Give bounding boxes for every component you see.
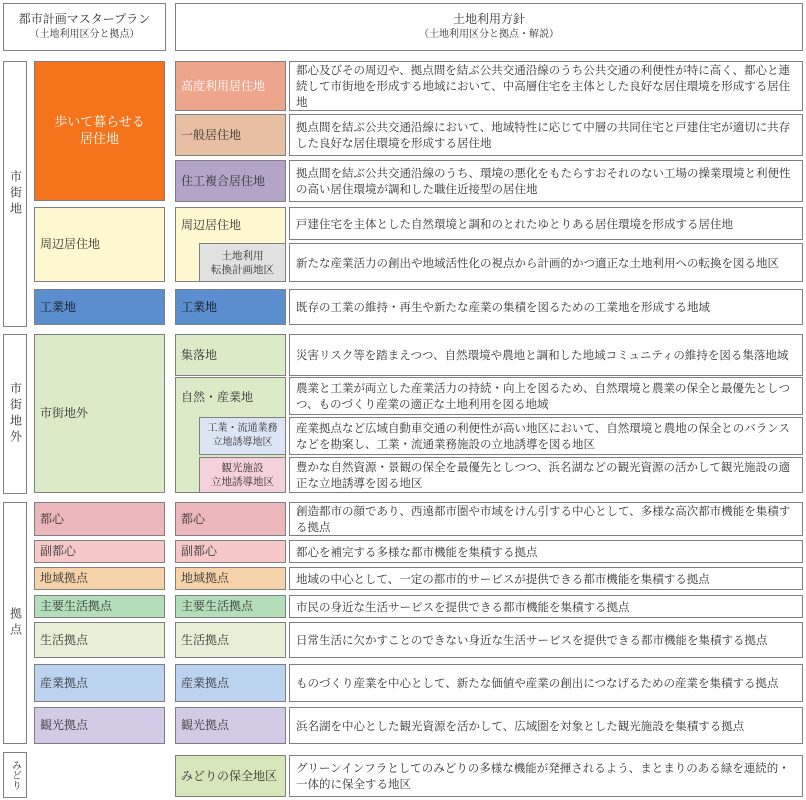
kyoten-sangyo-text: 産業拠点: [40, 675, 89, 690]
category-shuhen: [34, 207, 165, 282]
kyoten-fukutoshin-text: 副都心: [40, 544, 77, 558]
label-chiiki: [175, 567, 286, 590]
label-ippan: [175, 114, 286, 156]
category-kogyo: [34, 289, 165, 325]
label-kanko-text: 観光拠点: [181, 718, 230, 732]
desc-kanko-shisetsu: [289, 457, 803, 493]
desc-jukou-text: 拠点間を結ぶ公共交通沿線のうち、環境の悪化をもたらすおそれのない工場の操業環境と利便性の高い居住環境が調和した職住近接型の居住地: [296, 166, 791, 196]
category-kogyo-label: 工業地: [40, 299, 77, 314]
desc-fukutoshin-text: 都心を補完する多様な都市機能を集積する拠点: [296, 544, 538, 559]
label-koudo-text: 高度利用居住地: [181, 78, 266, 93]
desc-chiiki: [289, 567, 803, 590]
group-midori-label: みどり: [9, 760, 21, 790]
desc-kanko: [289, 707, 803, 744]
category-shuhen-label: 周辺居住地: [40, 237, 101, 251]
label-seikatsu-text: 生活拠点: [181, 632, 230, 647]
label-tenkan-text: 土地利用 転換計画地区: [211, 249, 274, 276]
category-gai-label: 市街地外: [40, 406, 89, 420]
kyoten-shuyo-seikatsu-text: 主要生活拠点: [40, 599, 113, 613]
kyoten-toshin: [34, 502, 165, 536]
left-header: [3, 3, 166, 51]
desc-chiiki-text: 地域の中心として、一定の都市的サービスが提供できる都市機能を集積する拠点: [296, 571, 710, 586]
group-shigaichigai-label: 市街地外: [8, 382, 23, 446]
label-kanko-shisetsu: [199, 457, 286, 493]
label-shuyo-seikatsu-text: 主要生活拠点: [181, 599, 254, 613]
left-header-subtitle: （土地利用区分と拠点）: [29, 29, 140, 40]
kyoten-kanko-text: 観光拠点: [40, 718, 89, 732]
label-shuraku: [175, 334, 286, 376]
label-kogyo: [175, 289, 286, 325]
desc-ryutsu: [289, 417, 803, 455]
label-fukutoshin-text: 副都心: [181, 544, 218, 558]
kyoten-seikatsu: [34, 622, 165, 658]
left-header-title: 都市計画マスタープラン: [18, 12, 151, 26]
label-ryutsu: [199, 417, 286, 455]
desc-sangyo-text: ものづくり産業を中心として、新たな価値や産業の創出につなげるための産業を集積する拠点: [296, 676, 779, 690]
label-ippan-text: 一般居住地: [181, 127, 242, 142]
desc-ryutsu-text: 産業拠点など広域自動車交通の利便性が高い地区において、自然環境と農地の保全とのバランスなどを勘案し、工業・流通業務施設の立地誘導を図る地区: [296, 421, 790, 451]
kyoten-shuyo-seikatsu: [34, 595, 165, 618]
desc-shizen: [289, 377, 803, 415]
desc-jukou: [289, 160, 803, 202]
desc-shizen-text: 農業と工業が両立した産業活力の持続・向上を図るため、自然環境と農業の保全と最優先としつつ、ものづくり産業の適正な土地利用を図る地域: [296, 381, 791, 411]
kyoten-toshin-text: 都心: [40, 511, 65, 526]
label-ryutsu-text: 工業・流通業務 立地誘導地区: [207, 423, 278, 448]
group-midori: [3, 752, 27, 798]
desc-shuraku: [289, 334, 803, 376]
category-gai: [34, 334, 165, 493]
label-shizen: [176, 378, 285, 416]
label-midori: [175, 755, 286, 797]
desc-seikatsu: [289, 622, 803, 658]
label-sangyo-text: 産業拠点: [181, 675, 230, 690]
group-shigaichi-label: 市街地: [8, 170, 23, 218]
label-kanko-shisetsu-text: 観光施設 立地誘導地区: [211, 462, 274, 488]
desc-ippan: [289, 114, 803, 156]
right-header: [175, 3, 803, 51]
label-toshin-text: 都心: [181, 511, 206, 526]
desc-midori-text: グリーンインフラとしてのみどりの多様な機能が発揮されるよう、まとまりのある緑を連続的・一体的に保全する地区: [296, 761, 790, 791]
right-header-title: 土地利用方針: [452, 12, 525, 26]
label-tenkan: [199, 243, 286, 282]
group-shigaichi: [3, 61, 27, 327]
kyoten-chiiki-text: 地域拠点: [40, 571, 89, 585]
desc-midori: [289, 755, 803, 797]
group-kyoten: [3, 502, 27, 744]
label-koudo: [175, 61, 286, 111]
label-kanko: [175, 707, 286, 744]
group-kyoten-label: 拠点: [8, 607, 23, 639]
label-midori-text: みどりの保全地区: [181, 768, 278, 783]
desc-kogyo: [289, 289, 803, 325]
label-sangyo: [175, 664, 286, 702]
desc-sangyo: [289, 664, 803, 702]
desc-shuhen-text: 戸建住宅を主体とした自然環境と調和のとれたゆとりある居住環境を形成する居住地: [296, 216, 733, 231]
desc-koudo: [289, 61, 803, 111]
desc-fukutoshin: [289, 540, 803, 563]
kyoten-sangyo: [34, 664, 165, 702]
label-toshin: [175, 502, 286, 536]
desc-tenkan: [289, 243, 803, 282]
desc-shuyo-seikatsu-text: 市民の身近な生活サービスを提供できる都市機能を集積する拠点: [296, 599, 630, 614]
label-jukou: [175, 160, 286, 202]
right-header-subtitle: （土地利用区分と拠点・解説）: [419, 29, 559, 40]
category-walkable-label: 歩いて暮らせる 居住地: [54, 115, 145, 147]
group-shigaichigai: [3, 334, 27, 494]
desc-kanko-shisetsu-text: 豊かな自然資源・景観の保全を最優先としつつ、浜名湖などの観光資源の活かして観光施設の適正な立地誘導を図る地区: [296, 460, 791, 490]
category-walkable: [34, 61, 165, 201]
kyoten-chiiki: [34, 567, 165, 590]
kyoten-fukutoshin: [34, 540, 165, 563]
desc-seikatsu-text: 日常生活に欠かすことのできない身近な生活サービスを提供できる都市機能を集積する拠点: [296, 633, 768, 647]
label-fukutoshin: [175, 540, 286, 563]
desc-shuraku-text: 災害リスク等を踏まえつつ、自然環境や農地と調和した地域コミュニティの維持を図る集落地域: [296, 348, 789, 362]
label-shuhen: [176, 208, 285, 242]
label-shuhen-text: 周辺居住地: [181, 217, 242, 232]
desc-koudo-text: 都心及びその周辺や、拠点間を結ぶ公共交通沿線のうち公共交通の利便性が特に高く、都心と連続して市街地を形成する地域において、中高層住宅を主体とした良好な居住環境を形成する居住地: [296, 63, 791, 109]
kyoten-seikatsu-text: 生活拠点: [40, 632, 89, 647]
desc-toshin: [289, 502, 803, 536]
desc-shuyo-seikatsu: [289, 595, 803, 618]
desc-shuhen: [289, 207, 803, 240]
label-shuraku-text: 集落地: [181, 347, 218, 362]
label-shuyo-seikatsu: [175, 595, 286, 618]
label-kogyo-text: 工業地: [181, 299, 218, 314]
kyoten-kanko: [34, 707, 165, 744]
label-chiiki-text: 地域拠点: [181, 571, 230, 585]
desc-kogyo-text: 既存の工業の維持・再生や新たな産業の集積を図るための工業地を形成する地域: [296, 300, 710, 314]
label-jukou-text: 住工複合居住地: [181, 173, 266, 188]
desc-kanko-text: 浜名湖を中心とした観光資源を活かして、広域圏を対象とした観光施設を集積する拠点: [296, 718, 745, 733]
label-seikatsu: [175, 622, 286, 658]
desc-toshin-text: 創造都市の顔であり、西遠都市圏や市域をけん引する中心として、多様な高次都市機能を集積する拠点: [296, 504, 791, 534]
desc-ippan-text: 拠点間を結ぶ公共交通沿線において、地域特性に応じて中層の共同住宅と戸建住宅が適切に共存した良好な居住環境を形成する居住地: [296, 120, 791, 150]
desc-tenkan-text: 新たな産業活力の創出や地域活性化の視点から計画的かつ適正な土地利用への転換を図る地区: [296, 255, 779, 270]
label-shizen-text: 自然・産業地: [181, 389, 254, 404]
